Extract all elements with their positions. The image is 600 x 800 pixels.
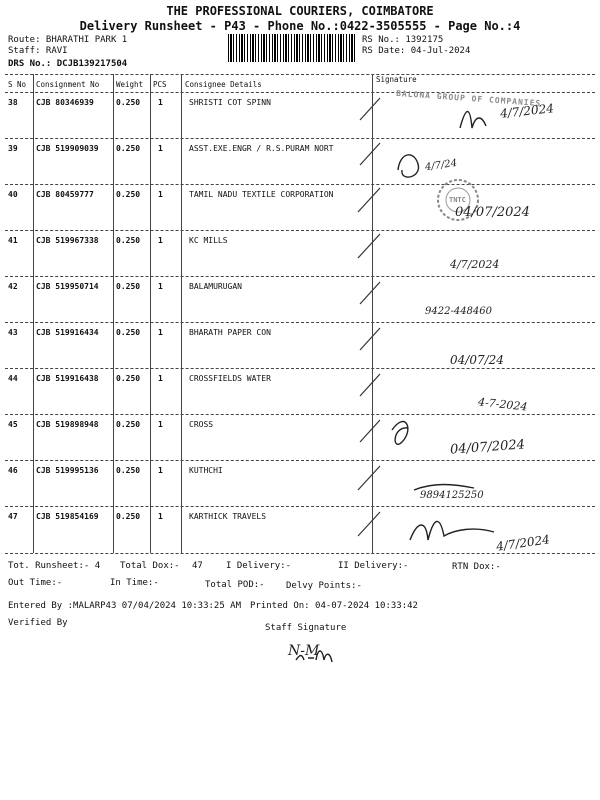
row-pcs: 1 [158, 98, 163, 107]
row-consignment: CJB 80346939 [36, 98, 94, 107]
out-time: Out Time:- [8, 578, 63, 588]
row-consignee: CROSSFIELDS WATER [189, 374, 271, 383]
in-time: In Time:- [110, 578, 159, 588]
ii-delivery: II Delivery:- [338, 561, 409, 571]
row-consignment: CJB 519967338 [36, 236, 99, 245]
delvy-points: Delvy Points:- [286, 581, 362, 591]
row-weight: 0.250 [116, 374, 141, 383]
row-weight: 0.250 [116, 512, 141, 521]
signature-45: 04/07/2024 [449, 437, 526, 458]
company-stamp: BALONA GROUP OF COMPANIES [395, 88, 542, 109]
row-consignee: KARTHICK TRAVELS [189, 512, 267, 521]
row-consignee: KUTHCHI [189, 466, 223, 475]
row-pcs: 1 [158, 236, 163, 245]
row-pcs: 1 [158, 144, 163, 153]
row-sno: 43 [8, 328, 18, 337]
row-consignee: ASST.EXE.ENGR / R.S.PURAM NORT [189, 144, 334, 153]
rs-number: RS No.: 1392175 [362, 35, 444, 45]
row-weight: 0.250 [116, 190, 141, 199]
rtn-dox: RTN Dox:- [452, 562, 501, 572]
row-weight: 0.250 [116, 144, 141, 153]
row-pcs: 1 [158, 328, 163, 337]
corporation-stamp: TNTC [449, 196, 466, 204]
staff-signature-label: Staff Signature [265, 623, 347, 633]
signature-38: 4/7/2024 [499, 101, 555, 121]
row-pcs: 1 [158, 282, 163, 291]
rs-date: RS Date: 04-Jul-2024 [362, 46, 471, 56]
row-weight: 0.250 [116, 98, 141, 107]
row-weight: 0.250 [116, 328, 141, 337]
row-sno: 45 [8, 420, 18, 429]
tot-runsheet: Tot. Runsheet:- 4 [8, 561, 101, 571]
drs-number: DRS No.: DCJB139217504 [8, 59, 128, 69]
row-consignment: CJB 80459777 [36, 190, 94, 199]
row-sno: 42 [8, 282, 18, 291]
entered-by: Entered By :MALARP43 07/04/2024 10:33:25 AM [8, 601, 241, 611]
route-label: Route: BHARATHI PARK 1 [8, 35, 128, 45]
signature-39: 4/7/24 [424, 157, 458, 174]
row-consignment: CJB 519898948 [36, 420, 99, 429]
row-consignee: CROSS [189, 420, 214, 429]
col-header-weight: Weight [116, 80, 144, 89]
col-header-signature: Signature [376, 75, 417, 84]
row-consignee: BHARATH PAPER CON [189, 328, 271, 337]
staff-signature: N-M [288, 643, 320, 659]
row-consignee: KC MILLS [189, 236, 228, 245]
staff-label: Staff: RAVI [8, 46, 68, 56]
signature-44: 4-7-2024 [477, 395, 528, 414]
row-pcs: 1 [158, 512, 163, 521]
row-weight: 0.250 [116, 466, 141, 475]
row-pcs: 1 [158, 466, 163, 475]
total-dox-label: Total Dox:- [120, 561, 180, 571]
row-consignment: CJB 519854169 [36, 512, 99, 521]
runsheet-subtitle: Delivery Runsheet - P43 - Phone No.:0422-3505555 - Page No.:4 [79, 19, 521, 33]
signature-46: 9894125250 [420, 490, 484, 501]
row-pcs: 1 [158, 190, 163, 199]
col-header-sno: S No [8, 80, 27, 89]
row-pcs: 1 [158, 420, 163, 429]
row-consignment: CJB 519916434 [36, 328, 99, 337]
row-weight: 0.250 [116, 282, 141, 291]
row-consignment: CJB 519950714 [36, 282, 99, 291]
total-pod: Total POD:- [205, 580, 265, 590]
col-header-consignment: Consignment No [36, 80, 100, 89]
row-sno: 44 [8, 374, 18, 383]
row-sno: 46 [8, 466, 18, 475]
row-consignment: CJB 519909039 [36, 144, 99, 153]
row-consignee: BALAMURUGAN [189, 282, 242, 291]
row-weight: 0.250 [116, 236, 141, 245]
col-header-pcs: PCS [153, 80, 167, 89]
company-title: THE PROFESSIONAL COURIERS, COIMBATORE [166, 4, 434, 18]
signature-43: 04/07/24 [450, 353, 504, 367]
row-sno: 41 [8, 236, 18, 245]
total-dox-value: 47 [192, 561, 203, 571]
row-consignee: TAMIL NADU TEXTILE CORPORATION [189, 190, 334, 199]
i-delivery: I Delivery:- [226, 561, 292, 571]
verified-by: Verified By [8, 618, 68, 628]
row-consignment: CJB 519995136 [36, 466, 99, 475]
printed-on: Printed On: 04-07-2024 10:33:42 [250, 601, 418, 611]
signature-47: 4/7/2024 [495, 532, 551, 554]
signature-41: 4/7/2024 [450, 258, 500, 271]
row-consignment: CJB 519916438 [36, 374, 99, 383]
row-consignee: SHRISTI COT SPINN [189, 98, 271, 107]
col-header-consignee: Consignee Details [185, 80, 262, 89]
row-pcs: 1 [158, 374, 163, 383]
row-weight: 0.250 [116, 420, 141, 429]
row-sno: 47 [8, 512, 18, 521]
row-sno: 38 [8, 98, 18, 107]
row-sno: 39 [8, 144, 18, 153]
row-sno: 40 [8, 190, 18, 199]
signature-40: 04/07/2024 [455, 205, 530, 220]
signature-42: 9422-448460 [425, 306, 493, 317]
